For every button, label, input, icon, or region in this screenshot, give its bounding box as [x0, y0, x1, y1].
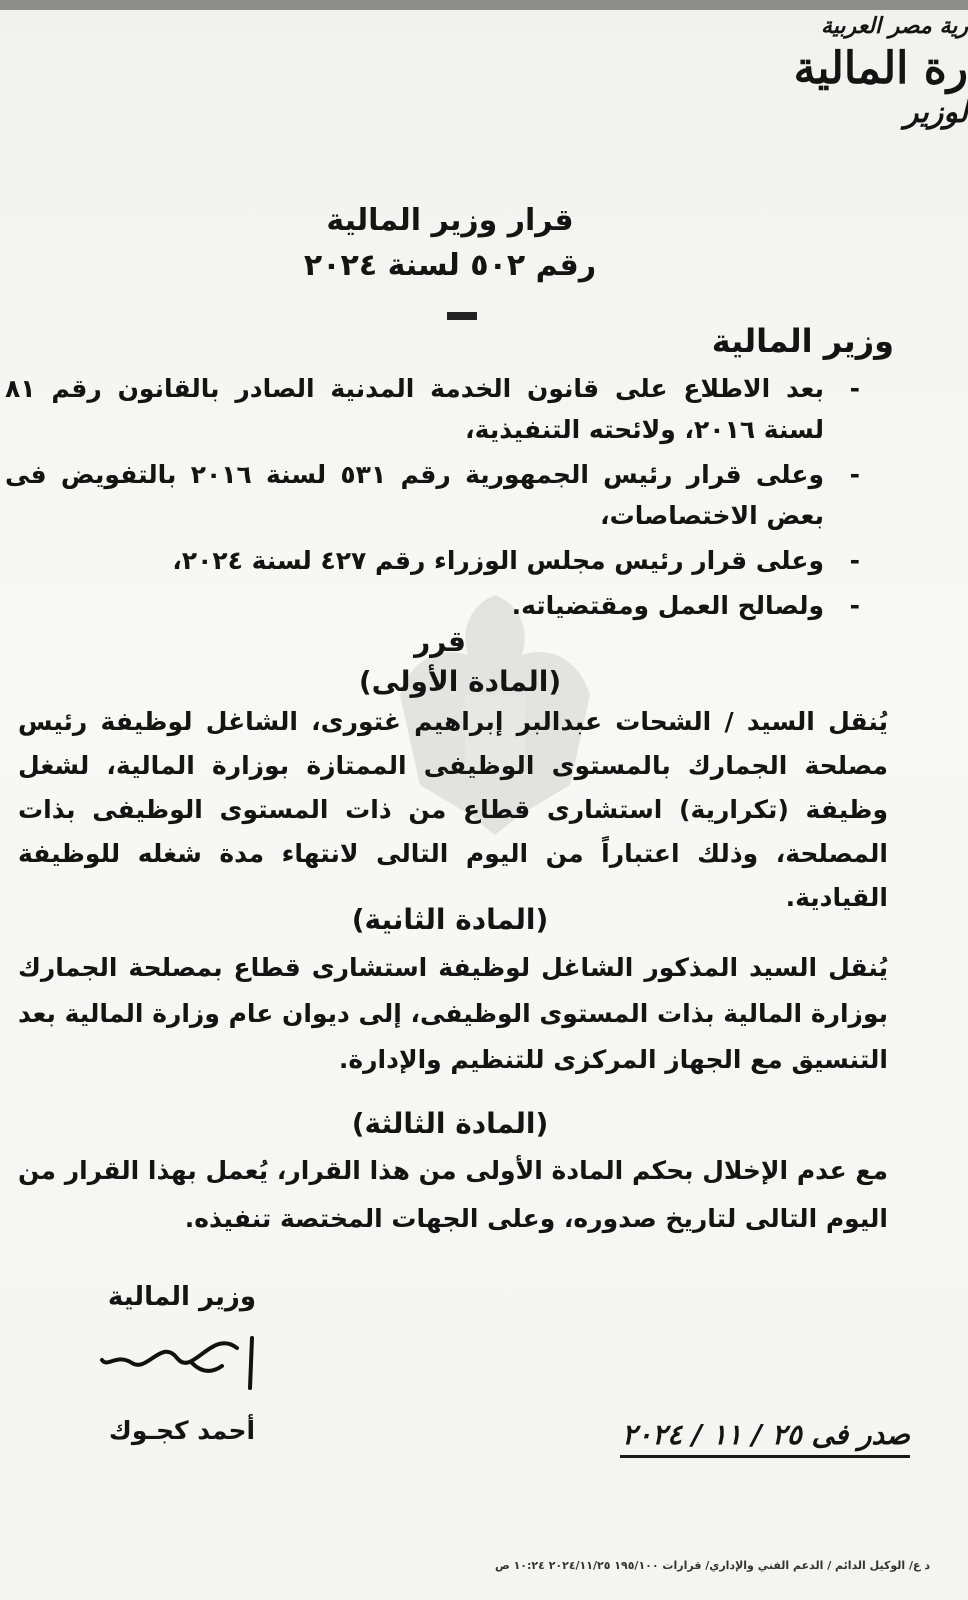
- signatory-title: وزير المالية: [107, 1282, 257, 1312]
- article-2-body: يُنقل السيد المذكور الشاغل لوظيفة استشارى قطاع بمصلحة الجمارك بوزارة المالية بذات المستوى الوظيفى، إلى ديوان عام وزارة المالية بعد التنسيق مع الجهاز المركزى للتنظيم والإدارة.: [18, 953, 888, 1074]
- signature-block: [92, 1282, 272, 1445]
- letterhead-ministry: رة المالية: [793, 43, 968, 94]
- recital-bullet: -: [849, 460, 860, 489]
- preamble-heading: وزير المالية: [711, 322, 894, 360]
- article-2-title: (المادة الثانية): [351, 903, 549, 936]
- article-3-body: مع عدم الإخلال بحكم المادة الأولى من هذا القرار، يُعمل بهذا القرار من اليوم التالى لتاريخ صدوره، وعلى الجهات المختصة تنفيذه.: [18, 1156, 888, 1233]
- handwritten-signature: [92, 1318, 272, 1398]
- recital-text: وعلى قرار رئيس مجلس الوزراء رقم ٤٢٧ لسنة ٢٠٢٤،: [172, 546, 824, 575]
- signatory-name: أحمد كجـوك: [108, 1416, 256, 1445]
- decides-heading: قرر: [414, 625, 466, 658]
- scan-edge: [0, 0, 968, 10]
- recitals-list: [5, 368, 860, 630]
- recital-item: [5, 540, 860, 581]
- recital-bullet: -: [849, 591, 860, 620]
- article-1-body: يُنقل السيد / الشحات عبدالبر إبراهيم غتورى، الشاغل لوظيفة رئيس مصلحة الجمارك بالمستوى الوظيفى الممتازة بوزارة المالية، لشغل وظيفة (تكرارية) استشارى قطاع من ذات المستوى الوظيفى بذات المصلحة، وذلك اعتباراً من اليوم التالى لانتهاء مدة شغله للوظيفة القيادية.: [18, 707, 888, 912]
- article-1-title: (المادة الأولى): [358, 665, 562, 698]
- issue-date: صدر فى ٢٥ / ١١ / ٢٠٢٤: [620, 1418, 910, 1458]
- recital-text: ولصالح العمل ومقتضياته.: [511, 591, 824, 620]
- article-3-title: (المادة الثالثة): [351, 1107, 549, 1140]
- decree-number: رقم ٥٠٢ لسنة ٢٠٢٤: [303, 248, 597, 283]
- recital-item: [5, 585, 860, 626]
- title-divider: [447, 312, 477, 320]
- recital-bullet: -: [849, 374, 860, 403]
- recital-text: وعلى قرار رئيس الجمهورية رقم ٥٣١ لسنة ٢٠١٦ بالتفويض فى بعض الاختصاصات،: [5, 460, 824, 530]
- recital-item: [5, 368, 860, 450]
- recital-text: بعد الاطلاع على قانون الخدمة المدنية الصادر بالقانون رقم ٨١ لسنة ٢٠١٦، ولائحته التنفيذية،: [5, 374, 824, 444]
- letterhead-country: رية مصر العربية: [821, 14, 968, 39]
- footer-reference: د ع/ الوكيل الدائم / الدعم الفني والإداري/ قرارات ١٩٥/١٠٠ ٢٠٢٤/١١/٢٥ ١٠:٢٤ ص: [494, 1559, 930, 1572]
- letterhead-office: لوزير: [903, 95, 968, 131]
- decree-title: قرار وزير المالية: [326, 203, 574, 238]
- recital-item: [5, 454, 860, 536]
- decree-title-block: [250, 198, 650, 288]
- letterhead: [728, 14, 968, 130]
- recital-bullet: -: [849, 546, 860, 575]
